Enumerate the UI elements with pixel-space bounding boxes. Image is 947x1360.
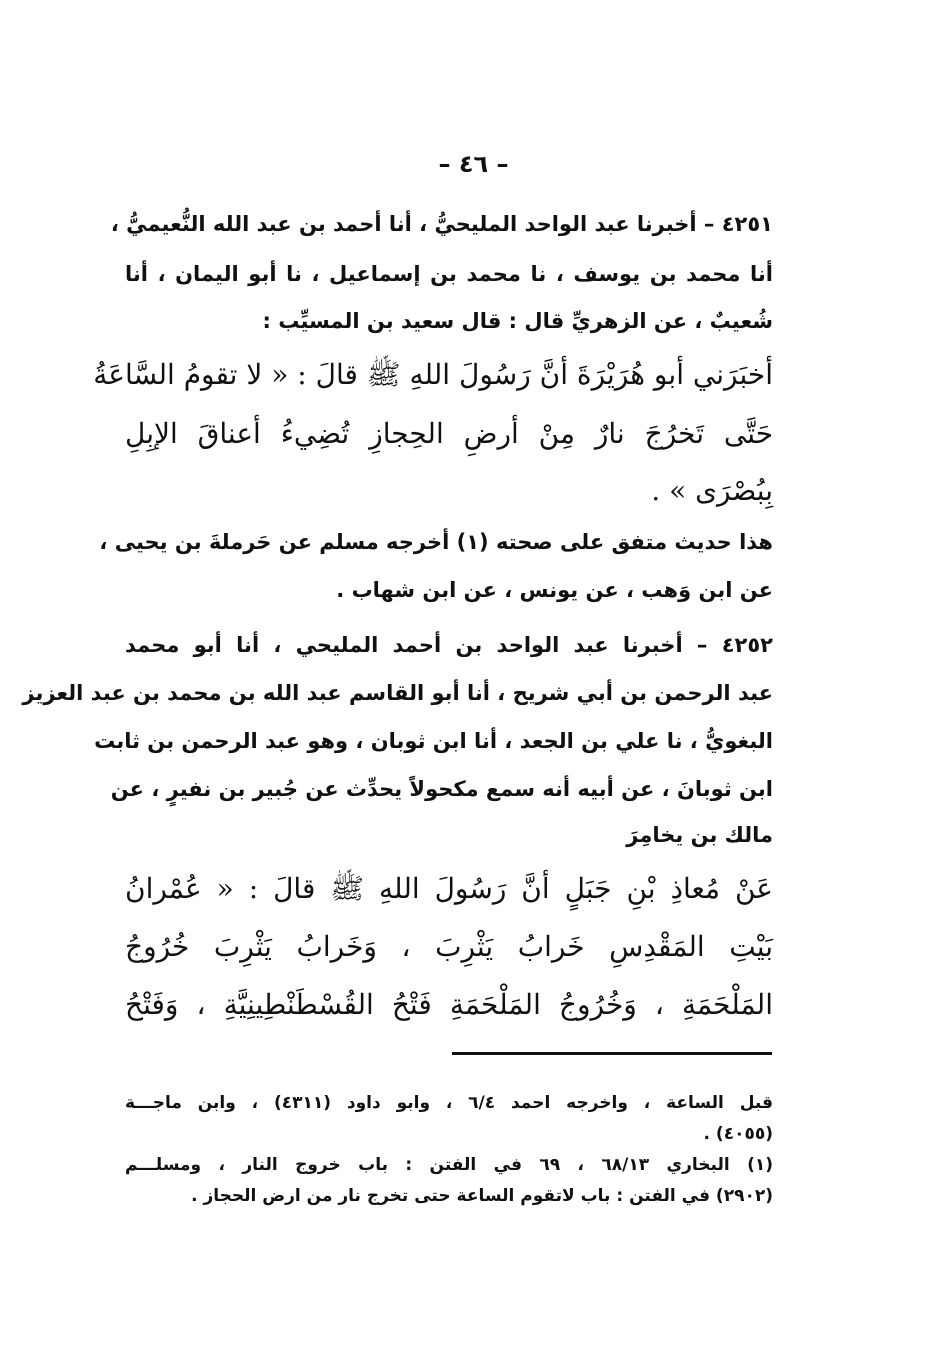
hadith-4251-matn-line-1: أخبَرَني أبو هُرَيْرَةَ أنَّ رَسُولَ اللهِ ﷺ قالَ : « لا تقومُ السَّاعَةُ	[93, 358, 773, 391]
hadith-4252-matn-line-3: المَلْحَمَةِ ، وَخُرُوجُ المَلْحَمَةِ فَتْحُ القُسْطَنْطِينِيَّةِ ، وَفَتْحُ	[125, 988, 773, 1021]
hadith-4252-isnad-line-3: البغويُّ ، نا علي بن الجعد ، أنا ابن ثوبان ، وهو عبد الرحمن بن ثابت	[94, 729, 773, 753]
hadith-4252-isnad-line-5: مالك بن يخامِرَ	[626, 823, 773, 847]
hadith-4251-matn-line-2: حَتَّى تَخرُجَ نارٌ مِنْ أرضِ الحِجازِ تُضِيءُ أعناقَ الإبِلِ	[125, 417, 773, 450]
footnote-separator	[452, 1052, 772, 1055]
hadith-4251-isnad-line-1: ٤٢٥١ – أخبرنا عبد الواحد المليحيُّ ، أنا أحمد بن عبد الله النُّعيميُّ ،	[110, 212, 773, 236]
footnote-line-3: (١) البخاري ٦٨/١٣ ، ٦٩ في الفتن : باب خروج النار ، ومسلـــم	[125, 1155, 774, 1175]
hadith-4252-matn-line-2: بَيْتِ المَقْدِسِ خَرابُ يَثْرِبَ ، وَخَرابُ يَثْرِبَ خُرُوجُ	[125, 930, 773, 963]
hadith-4252-isnad-line-2: عبد الرحمن بن أبي شريح ، أنا أبو القاسم عبد الله بن محمد بن عبد العزيز	[22, 681, 773, 705]
page-number: – ٤٦ –	[438, 150, 509, 178]
footnote-line-4: (٢٩٠٢) في الفتن : باب لاتقوم الساعة حتى تخرج نار من ارض الحجاز .	[191, 1186, 773, 1206]
footnote-line-2: (٤٠٥٥) .	[703, 1124, 773, 1144]
hadith-4251-commentary-line-2: عن ابن وَهب ، عن يونس ، عن ابن شهاب .	[336, 578, 773, 602]
hadith-4252-matn-line-1: عَنْ مُعاذِ بْنِ جَبَلٍ أنَّ رَسُولَ اللهِ ﷺ قالَ : « عُمْرانُ	[125, 872, 773, 905]
hadith-4251-commentary-line-1: هذا حديث متفق على صحته (١) أخرجه مسلم عن حَرملةَ بن يحيى ،	[99, 530, 773, 554]
hadith-4251-matn-line-3: بِبُصْرَى » .	[651, 474, 773, 507]
hadith-4252-isnad-line-4: ابن ثوبانَ ، عن أبيه أنه سمع مكحولاً يحدِّث عن جُبير بن نفيرٍ ، عن	[110, 777, 773, 801]
hadith-4251-isnad-line-3: شُعيبٌ ، عن الزهريِّ قال : قال سعيد بن المسيِّب :	[262, 309, 773, 333]
hadith-4251-isnad-line-2: أنا محمد بن يوسف ، نا محمد بن إسماعيل ، نا أبو اليمان ، أنا	[125, 262, 773, 286]
hadith-4252-isnad-line-1: ٤٢٥٢ – أخبرنا عبد الواحد بن أحمد المليحي ، أنا أبو محمد	[125, 633, 773, 657]
footnote-line-1: قبل الساعة ، واخرجه احمد ٦/٤ ، وابو داود (٤٣١١) ، وابن ماجـــة	[125, 1093, 773, 1113]
